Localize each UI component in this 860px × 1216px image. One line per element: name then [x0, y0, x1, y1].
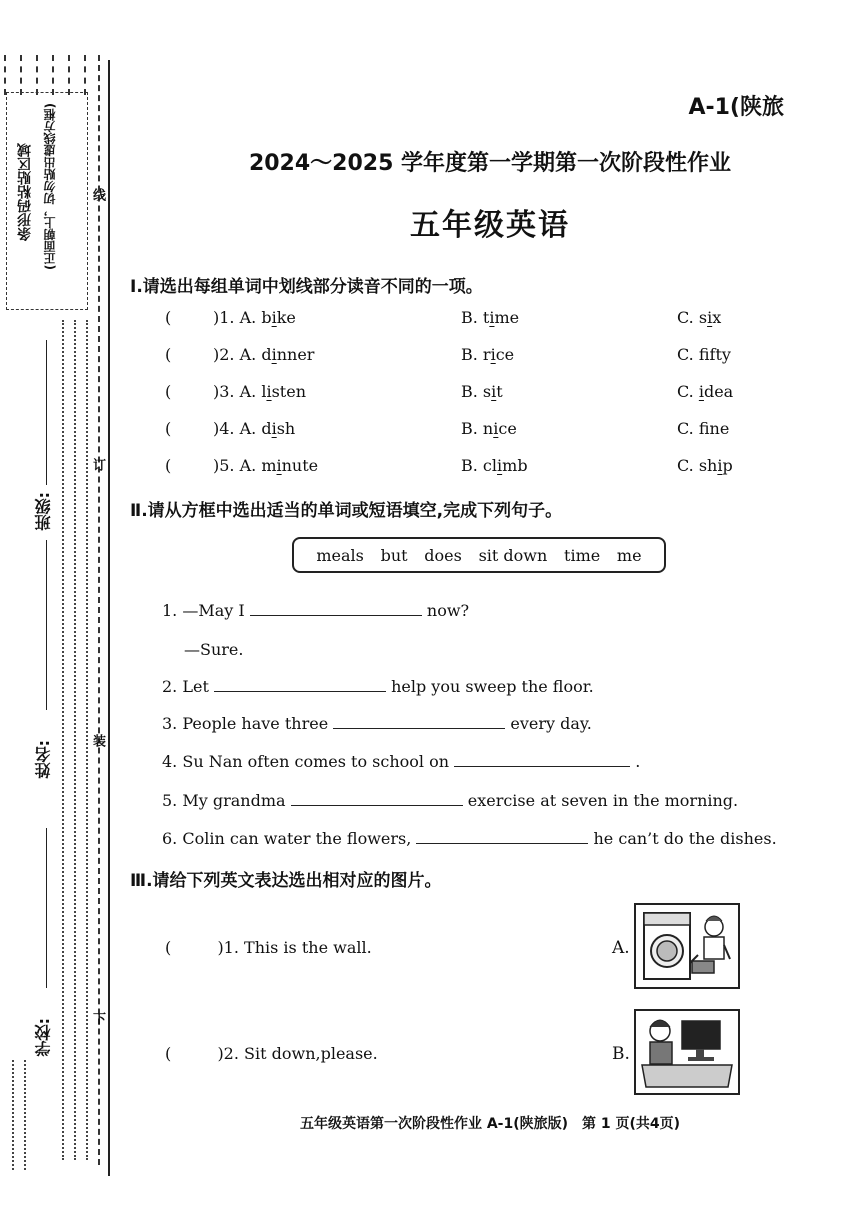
washing-machine-picture [634, 903, 740, 989]
option-b: B. sit [461, 382, 503, 401]
word-bank-item: time [564, 545, 601, 565]
option-b: B. time [461, 308, 520, 327]
sentence-1-reply: —Sure. [184, 640, 244, 659]
class-field-line[interactable] [46, 340, 47, 485]
phonics-row-2 [165, 345, 765, 369]
answer-paren[interactable]: ( [165, 938, 172, 957]
answer-paren[interactable]: ( [165, 382, 172, 401]
sentence-5: 5. My grandma exercise at seven in the morning. [162, 791, 739, 810]
sentence-1: 1. —May I now? [162, 601, 470, 620]
answer-blank[interactable] [250, 601, 422, 616]
option-c: C. ffty [677, 345, 731, 364]
cut-mark-xian: 线 [90, 188, 105, 201]
school-field-label: 学校: [34, 1018, 53, 1057]
sentence-3: 3. People have three every day. [162, 714, 592, 733]
barcode-area [6, 92, 88, 310]
option-c: C. fne [677, 419, 730, 438]
cut-mark-xia: 下 [90, 1012, 105, 1025]
version-code: A-1(陕旅 [688, 95, 784, 120]
name-field-label: 姓名: [34, 740, 53, 779]
option-b: B. rice [461, 345, 515, 364]
answer-blank[interactable] [454, 752, 630, 767]
phonics-row-4 [165, 419, 765, 443]
answer-paren[interactable]: ( [165, 456, 172, 475]
binding-margin [0, 0, 110, 1216]
computer-desk-icon [636, 1011, 738, 1093]
option-a: )2. A. dinner [213, 345, 315, 364]
option-b-label: B. [612, 1044, 630, 1064]
option-b: B. climb [461, 456, 528, 475]
option-b: B. nice [461, 419, 517, 438]
exam-title: 2024～2025 学年度第一学期第一次阶段性作业 [248, 151, 732, 176]
option-a: )4. A. dish [213, 419, 296, 438]
word-bank-item: sit down [478, 545, 548, 565]
computer-desk-picture [634, 1009, 740, 1095]
answer-blank[interactable] [291, 791, 463, 806]
answer-blank[interactable] [416, 829, 588, 844]
phonics-row-1 [165, 308, 765, 332]
section1-heading: Ⅰ.请选出每组单词中划线部分读音不同的一项。 [130, 277, 483, 297]
option-c: C. idea [677, 382, 734, 401]
barcode-label: 条形码粘贴区域 [17, 143, 33, 241]
class-field-line-2[interactable] [46, 540, 47, 710]
option-c: C. six [677, 308, 722, 327]
cut-mark-zhuang: 装 [90, 734, 105, 747]
answer-blank[interactable] [214, 677, 386, 692]
option-a-label: A. [612, 938, 630, 958]
cut-mark-ding: 订 [90, 458, 105, 471]
word-bank-item: does [424, 545, 462, 565]
word-bank-item: me [616, 545, 642, 565]
section3-heading: Ⅲ.请给下列英文表达选出相对应的图片。 [130, 871, 442, 891]
answer-paren[interactable]: ( [165, 419, 172, 438]
answer-paren[interactable]: ( [165, 345, 172, 364]
sentence-2: 2. Let help you sweep the floor. [162, 677, 594, 696]
name-field-line[interactable] [46, 828, 47, 988]
option-a: )1. A. bike [213, 308, 296, 327]
class-field-label: 班级: [34, 492, 53, 531]
picture-question-2: ( )2. Sit down,please. [165, 1044, 378, 1063]
barcode-note: (正面朝上，切勿贴出虚线方框) [43, 103, 57, 270]
phonics-row-3 [165, 382, 765, 406]
phonics-row-5 [165, 456, 765, 480]
word-bank [292, 537, 666, 573]
answer-blank[interactable] [333, 714, 505, 729]
page-footer: 五年级英语第一次阶段性作业 A-1(陕旅版) 第 1 页(共4页) [299, 1116, 681, 1132]
option-c: C. ship [677, 456, 733, 475]
sentence-4: 4. Su Nan often comes to school on . [162, 752, 641, 771]
word-bank-item: but [380, 545, 408, 565]
option-a: )3. A. listen [213, 382, 306, 401]
section2-heading: Ⅱ.请从方框中选出适当的单词或短语填空,完成下列句子。 [130, 501, 563, 521]
answer-paren[interactable]: ( [165, 1044, 172, 1063]
picture-question-1: ( )1. This is the wall. [165, 938, 372, 957]
subject-title: 五年级英语 [410, 208, 570, 243]
word-bank-item: meals [316, 545, 364, 565]
washing-machine-icon [636, 905, 738, 987]
answer-paren[interactable]: ( [165, 308, 172, 327]
sentence-6: 6. Colin can water the flowers, he can’t do the dishes. [162, 829, 777, 848]
option-a: )5. A. minute [213, 456, 319, 475]
